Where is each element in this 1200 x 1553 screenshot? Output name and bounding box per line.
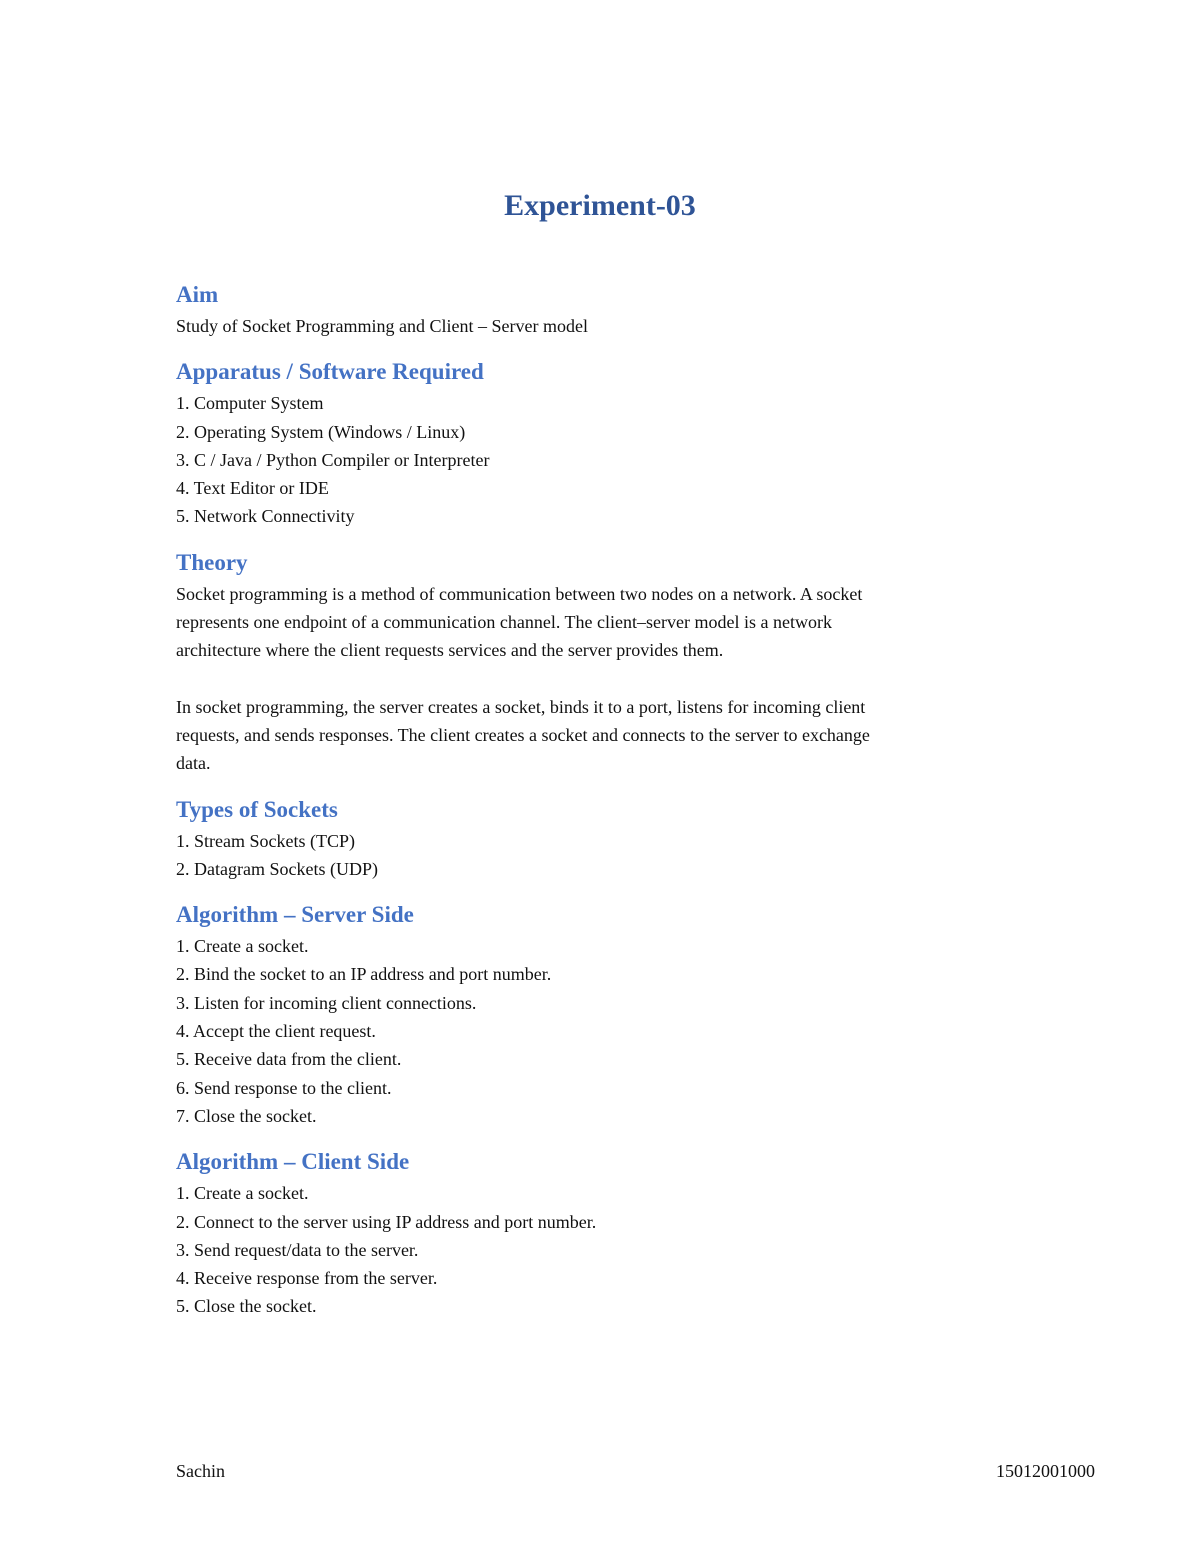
theory-line: data. — [176, 753, 211, 774]
list-item: 7. Close the socket. — [176, 1105, 317, 1126]
list-item: 5. Network Connectivity — [176, 506, 355, 527]
list-item: 2. Operating System (Windows / Linux) — [176, 421, 466, 442]
theory-section — [176, 549, 1036, 778]
apparatus-section — [176, 358, 1036, 530]
list-item: 1. Create a socket. — [176, 936, 309, 957]
list-item: 3. Send request/data to the server. — [176, 1239, 419, 1260]
client-algorithm-section — [176, 1148, 1036, 1320]
footer-author-name: Sachin — [176, 1461, 225, 1481]
list-item: 5. Close the socket. — [176, 1296, 317, 1317]
list-item: 3. C / Java / Python Compiler or Interpreter — [176, 449, 490, 470]
aim-section — [176, 281, 1036, 340]
list-item: 4. Accept the client request. — [176, 1021, 376, 1042]
footer-student-id: 15012001000 — [996, 1461, 1095, 1481]
apparatus-heading: Apparatus / Software Required — [176, 359, 484, 385]
theory-line: architecture where the client requests services and the server provides them. — [176, 640, 724, 661]
list-item: 2. Bind the socket to an IP address and port number. — [176, 964, 552, 985]
server-algorithm-heading: Algorithm – Server Side — [176, 902, 414, 928]
list-item: 6. Send response to the client. — [176, 1077, 392, 1098]
theory-heading: Theory — [176, 549, 248, 575]
client-algorithm-heading: Algorithm – Client Side — [176, 1149, 410, 1175]
theory-line: In socket programming, the server creates a socket, binds it to a port, listens for incoming client — [176, 696, 866, 717]
list-item: 5. Receive data from the client. — [176, 1049, 402, 1070]
list-item: 3. Listen for incoming client connections. — [176, 992, 477, 1013]
aim-text: Study of Socket Programming and Client – Server model — [176, 316, 588, 336]
list-item: 4. Text Editor or IDE — [176, 478, 329, 499]
list-item: 4. Receive response from the server. — [176, 1268, 438, 1289]
theory-line: requests, and sends responses. The client creates a socket and connects to the server to exchange — [176, 724, 870, 745]
page-title: Experiment-03 — [504, 189, 696, 222]
list-item: 2. Datagram Sockets (UDP) — [176, 858, 378, 879]
types-section — [176, 796, 1036, 884]
server-algorithm-section — [176, 901, 1036, 1130]
list-item: 1. Computer System — [176, 393, 324, 414]
theory-line: Socket programming is a method of communication between two nodes on a network. A socket — [176, 583, 863, 604]
document-body — [176, 281, 1036, 1321]
list-item: 1. Create a socket. — [176, 1183, 309, 1204]
paragraph-spacer — [176, 665, 1036, 693]
types-heading: Types of Sockets — [176, 796, 338, 822]
list-item: 1. Stream Sockets (TCP) — [176, 830, 355, 851]
aim-heading: Aim — [176, 282, 219, 307]
list-item: 2. Connect to the server using IP address and port number. — [176, 1211, 597, 1232]
theory-line: represents one endpoint of a communication channel. The client–server model is a network — [176, 612, 832, 633]
